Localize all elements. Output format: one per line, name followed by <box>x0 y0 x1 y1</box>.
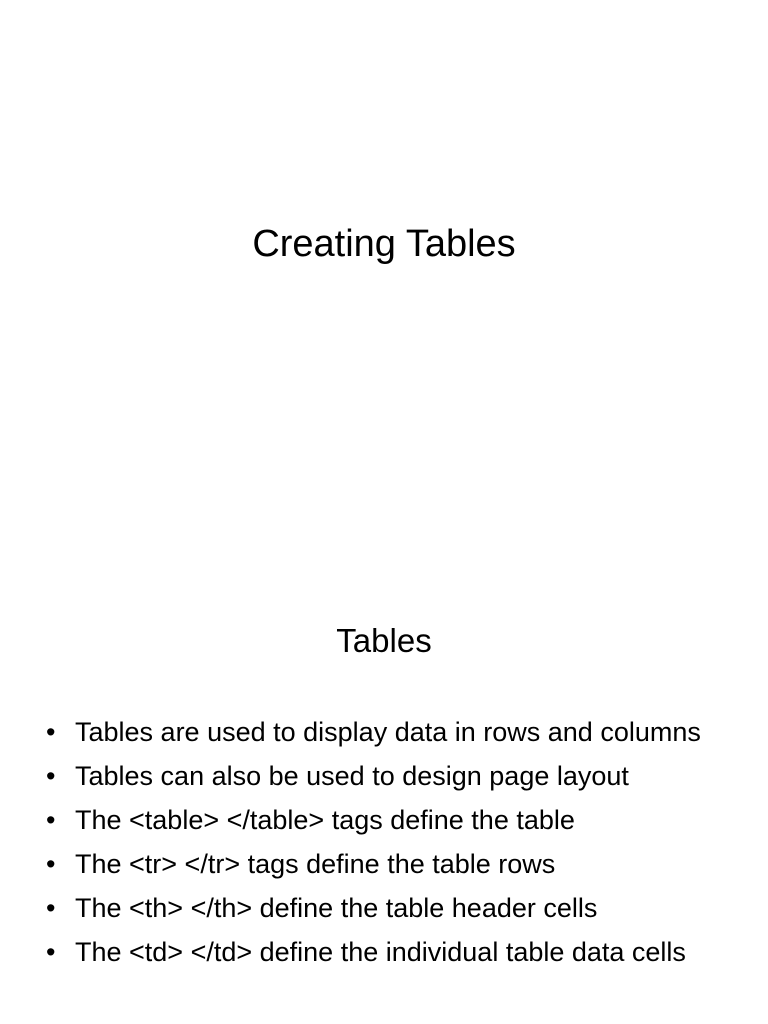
bullet-item <box>40 889 740 927</box>
bullet-list <box>40 713 740 977</box>
bullet-icon: • <box>46 893 56 923</box>
bullet-item <box>40 713 740 751</box>
bullet-icon: • <box>46 849 56 879</box>
bullet-icon: • <box>46 717 56 747</box>
slide-title: Creating Tables <box>252 223 516 265</box>
bullet-text: The <td> </td> define the individual table data cells <box>75 937 686 967</box>
bullet-icon: • <box>46 805 56 835</box>
bullet-text: Tables can also be used to design page layout <box>75 761 629 791</box>
bullet-text: The <th> </th> define the table header cells <box>75 893 598 923</box>
bullet-item <box>40 933 740 971</box>
bullet-item <box>40 801 740 839</box>
bullet-text: Tables are used to display data in rows and columns <box>75 717 701 747</box>
bullet-icon: • <box>46 761 56 791</box>
bullet-text: The <table> </table> tags define the table <box>75 805 575 835</box>
slide-heading: Tables <box>336 622 432 659</box>
bullet-item <box>40 757 740 795</box>
bullet-text: The <tr> </tr> tags define the table rows <box>75 849 556 879</box>
bullet-icon: • <box>46 937 56 967</box>
content-slide <box>0 512 768 1024</box>
bullet-item <box>40 845 740 883</box>
